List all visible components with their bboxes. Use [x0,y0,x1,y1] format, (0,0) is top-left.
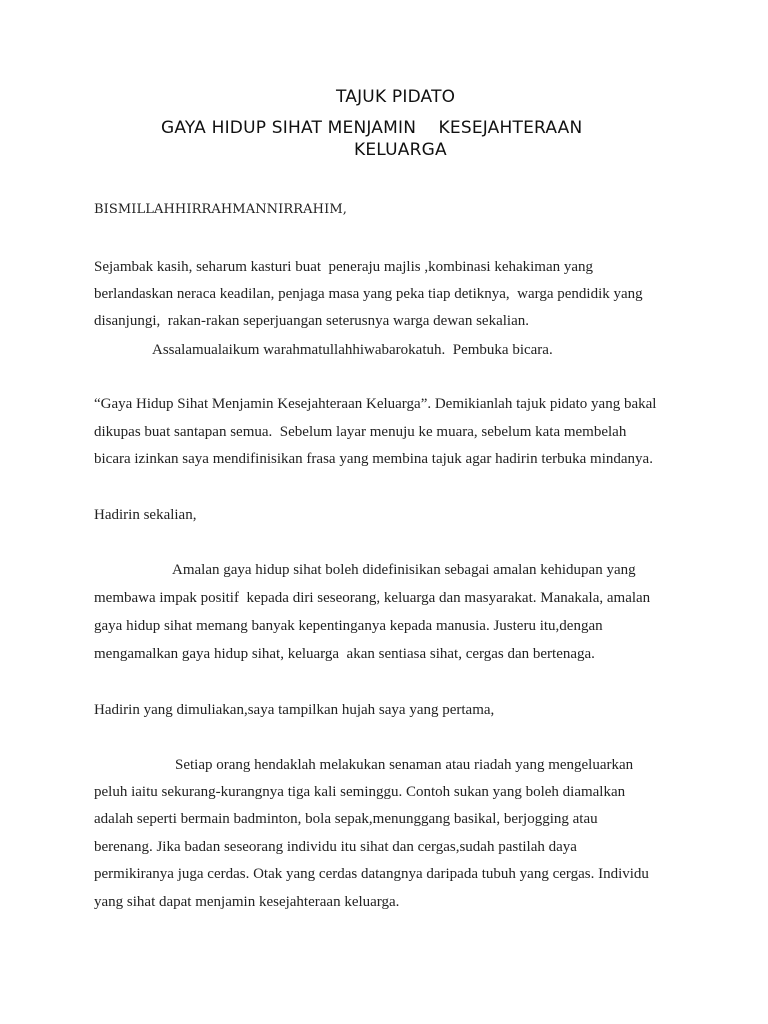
paragraph-line: gaya hidup sihat memang banyak kepentinganya kepada manusia. Justeru itu,dengan [94,618,603,634]
speech-topic-line-2: KELUARGA [354,140,447,160]
paragraph-line: yang sihat dapat menjamin kesejahteraan keluarga. [94,894,400,910]
paragraph-line: Hadirin sekalian, [94,507,197,523]
paragraph-line: membawa impak positif kepada diri seseorang, keluarga dan masyarakat. Manakala, amalan [94,590,651,606]
paragraph-line: Setiap orang hendaklah melakukan senaman atau riadah yang mengeluarkan [175,757,634,773]
paragraph-line: dikupas buat santapan semua. Sebelum layar menuju ke muara, sebelum kata membelah [94,424,627,440]
paragraph-line: peluh iaitu sekurang-kurangnya tiga kali seminggu. Contoh sukan yang boleh diamalkan [94,784,626,800]
document-title: TAJUK PIDATO [336,87,456,107]
paragraph-line: Assalamualaikum warahmatullahhiwabarokatuh. Pembuka bicara. [152,342,553,358]
opening-greeting: BISMILLAHHIRRAHMANNIRRAHIM, [94,202,347,217]
paragraph-line: berenang. Jika badan seseorang individu itu sihat dan cergas,sudah pastilah daya [94,839,577,855]
paragraph-line: “Gaya Hidup Sihat Menjamin Kesejahteraan Keluarga”. Demikianlah tajuk pidato yang bakal [94,396,657,412]
paragraph-line: bicara izinkan saya mendifinisikan frasa yang membina tajuk agar hadirin terbuka mindanya. [94,451,653,467]
paragraph-line: berlandaskan neraca keadilan, penjaga masa yang peka tiap detiknya, warga pendidik yang [94,286,643,302]
paragraph-line: disanjungi, rakan-rakan seperjuangan seterusnya warga dewan sekalian. [94,313,529,329]
paragraph-line: mengamalkan gaya hidup sihat, keluarga akan sentiasa sihat, cergas dan bertenaga. [94,646,595,662]
paragraph-line: Amalan gaya hidup sihat boleh didefinisikan sebagai amalan kehidupan yang [172,562,636,578]
paragraph-line: adalah seperti bermain badminton, bola sepak,menunggang basikal, berjogging atau [94,811,598,827]
paragraph-line: permikiranya juga cerdas. Otak yang cerdas datangnya daripada tubuh yang cergas. Individu [94,866,649,882]
paragraph-line: Hadirin yang dimuliakan,saya tampilkan hujah saya yang pertama, [94,702,495,718]
speech-topic-line-1: GAYA HIDUP SIHAT MENJAMIN KESEJAHTERAAN [161,118,583,138]
paragraph-line: Sejambak kasih, seharum kasturi buat peneraju majlis ,kombinasi kehakiman yang [94,259,594,275]
